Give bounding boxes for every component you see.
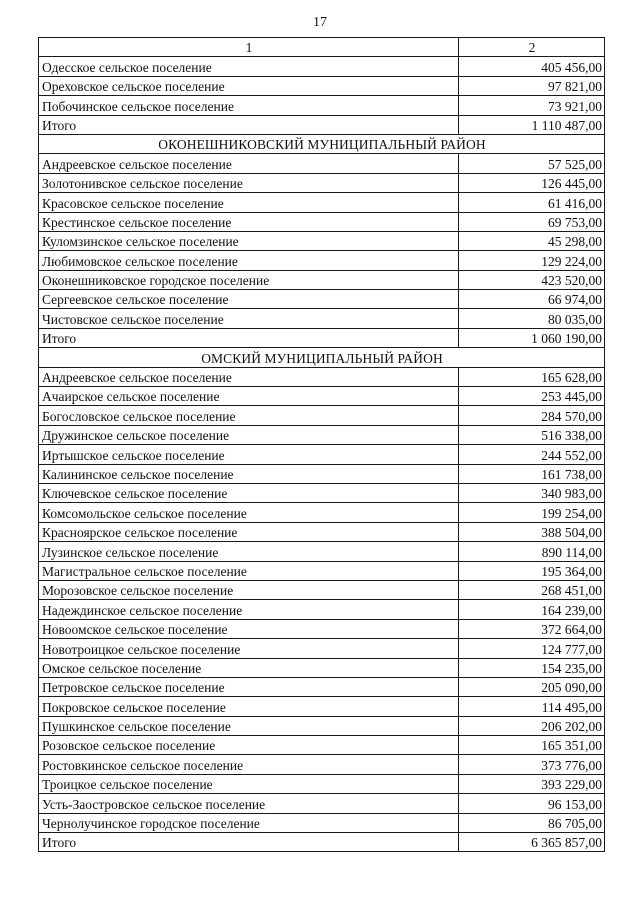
settlement-name: Ключевское сельское поселение (39, 483, 459, 502)
table-row (39, 251, 605, 270)
table-row (39, 619, 605, 638)
settlement-name: Сергеевское сельское поселение (39, 290, 459, 309)
settlement-name: Надеждинское сельское поселение (39, 600, 459, 619)
table-row (39, 309, 605, 328)
amount-value: 6 365 857,00 (459, 833, 605, 852)
table-body (39, 38, 605, 852)
settlement-name: Иртышское сельское поселение (39, 445, 459, 464)
total-row (39, 833, 605, 852)
amount-value: 165 351,00 (459, 736, 605, 755)
amount-value: 205 090,00 (459, 677, 605, 696)
settlement-name: Пушкинское сельское поселение (39, 716, 459, 735)
amount-value: 97 821,00 (459, 76, 605, 95)
settlement-name: Морозовское сельское поселение (39, 580, 459, 599)
table-row (39, 290, 605, 309)
amount-value: 195 364,00 (459, 561, 605, 580)
table-row (39, 231, 605, 250)
amount-value: 253 445,00 (459, 387, 605, 406)
table-row (39, 464, 605, 483)
amount-value: 268 451,00 (459, 580, 605, 599)
amount-value: 1 110 487,00 (459, 115, 605, 134)
district-header-row (39, 134, 605, 153)
amount-value: 405 456,00 (459, 57, 605, 76)
settlement-name: Красовское сельское поселение (39, 193, 459, 212)
amount-value: 388 504,00 (459, 522, 605, 541)
table-row (39, 677, 605, 696)
settlements-table (38, 37, 605, 852)
table-row (39, 794, 605, 813)
settlement-name: Усть-Заостровское сельское поселение (39, 794, 459, 813)
table-row (39, 270, 605, 289)
settlement-name: Богословское сельское поселение (39, 406, 459, 425)
amount-value: 161 738,00 (459, 464, 605, 483)
settlement-name: Троицкое сельское поселение (39, 774, 459, 793)
settlement-name: Итого (39, 833, 459, 852)
settlement-name: Ореховское сельское поселение (39, 76, 459, 95)
table-row (39, 522, 605, 541)
settlement-name: Ачаирское сельское поселение (39, 387, 459, 406)
settlement-name: Комсомольское сельское поселение (39, 503, 459, 522)
settlement-name: Новоомское сельское поселение (39, 619, 459, 638)
table-row (39, 387, 605, 406)
settlement-name: Ростовкинское сельское поселение (39, 755, 459, 774)
table-row (39, 600, 605, 619)
settlement-name: Красноярское сельское поселение (39, 522, 459, 541)
amount-value: 206 202,00 (459, 716, 605, 735)
column-header-1: 1 (39, 38, 459, 57)
settlement-name: Розовское сельское поселение (39, 736, 459, 755)
amount-value: 890 114,00 (459, 542, 605, 561)
settlement-name: Калининское сельское поселение (39, 464, 459, 483)
amount-value: 66 974,00 (459, 290, 605, 309)
table-row (39, 813, 605, 832)
settlement-name: Любимовское сельское поселение (39, 251, 459, 270)
settlement-name: Чистовское сельское поселение (39, 309, 459, 328)
settlement-name: Новотроицкое сельское поселение (39, 639, 459, 658)
amount-value: 154 235,00 (459, 658, 605, 677)
table-row (39, 483, 605, 502)
settlement-name: Дружинское сельское поселение (39, 425, 459, 444)
amount-value: 129 224,00 (459, 251, 605, 270)
table-row (39, 542, 605, 561)
amount-value: 86 705,00 (459, 813, 605, 832)
column-header-2: 2 (459, 38, 605, 57)
settlement-name: Золотонивское сельское поселение (39, 173, 459, 192)
amount-value: 69 753,00 (459, 212, 605, 231)
settlement-name: Итого (39, 328, 459, 347)
table-row (39, 96, 605, 115)
amount-value: 372 664,00 (459, 619, 605, 638)
amount-value: 57 525,00 (459, 154, 605, 173)
settlement-name: Чернолучинское городское поселение (39, 813, 459, 832)
table-row (39, 580, 605, 599)
amount-value: 393 229,00 (459, 774, 605, 793)
total-row (39, 115, 605, 134)
amount-value: 73 921,00 (459, 96, 605, 115)
settlement-name: Оконешниковское городское поселение (39, 270, 459, 289)
table-row (39, 755, 605, 774)
table-row (39, 697, 605, 716)
settlement-name: Андреевское сельское поселение (39, 154, 459, 173)
district-header-row (39, 348, 605, 367)
amount-value: 423 520,00 (459, 270, 605, 289)
settlement-name: Лузинское сельское поселение (39, 542, 459, 561)
settlement-name: Итого (39, 115, 459, 134)
amount-value: 164 239,00 (459, 600, 605, 619)
amount-value: 1 060 190,00 (459, 328, 605, 347)
settlement-name: Андреевское сельское поселение (39, 367, 459, 386)
table-row (39, 154, 605, 173)
amount-value: 165 628,00 (459, 367, 605, 386)
page-number: 17 (313, 15, 327, 30)
table-row (39, 212, 605, 231)
total-row (39, 328, 605, 347)
settlement-name: Куломзинское сельское поселение (39, 231, 459, 250)
settlement-name: Магистральное сельское поселение (39, 561, 459, 580)
amount-value: 199 254,00 (459, 503, 605, 522)
table-row (39, 736, 605, 755)
table-row (39, 193, 605, 212)
amount-value: 45 298,00 (459, 231, 605, 250)
settlement-name: Одесское сельское поселение (39, 57, 459, 76)
settlement-name: Крестинское сельское поселение (39, 212, 459, 231)
amount-value: 340 983,00 (459, 483, 605, 502)
table-row (39, 561, 605, 580)
table-row (39, 774, 605, 793)
settlement-name: Побочинское сельское поселение (39, 96, 459, 115)
district-title: ОКОНЕШНИКОВСКИЙ МУНИЦИПАЛЬНЫЙ РАЙОН (39, 134, 605, 153)
settlement-name: Омское сельское поселение (39, 658, 459, 677)
table-row (39, 639, 605, 658)
amount-value: 96 153,00 (459, 794, 605, 813)
table-row (39, 445, 605, 464)
table-row (39, 406, 605, 425)
amount-value: 61 416,00 (459, 193, 605, 212)
settlement-name: Покровское сельское поселение (39, 697, 459, 716)
table-row (39, 76, 605, 95)
table-row (39, 658, 605, 677)
table-row (39, 57, 605, 76)
header-row (39, 38, 605, 57)
table-row (39, 503, 605, 522)
amount-value: 114 495,00 (459, 697, 605, 716)
district-title: ОМСКИЙ МУНИЦИПАЛЬНЫЙ РАЙОН (39, 348, 605, 367)
table-row (39, 367, 605, 386)
amount-value: 126 445,00 (459, 173, 605, 192)
table-row (39, 173, 605, 192)
table-row (39, 425, 605, 444)
amount-value: 516 338,00 (459, 425, 605, 444)
amount-value: 373 776,00 (459, 755, 605, 774)
settlement-name: Петровское сельское поселение (39, 677, 459, 696)
amount-value: 284 570,00 (459, 406, 605, 425)
amount-value: 80 035,00 (459, 309, 605, 328)
amount-value: 244 552,00 (459, 445, 605, 464)
amount-value: 124 777,00 (459, 639, 605, 658)
table-row (39, 716, 605, 735)
